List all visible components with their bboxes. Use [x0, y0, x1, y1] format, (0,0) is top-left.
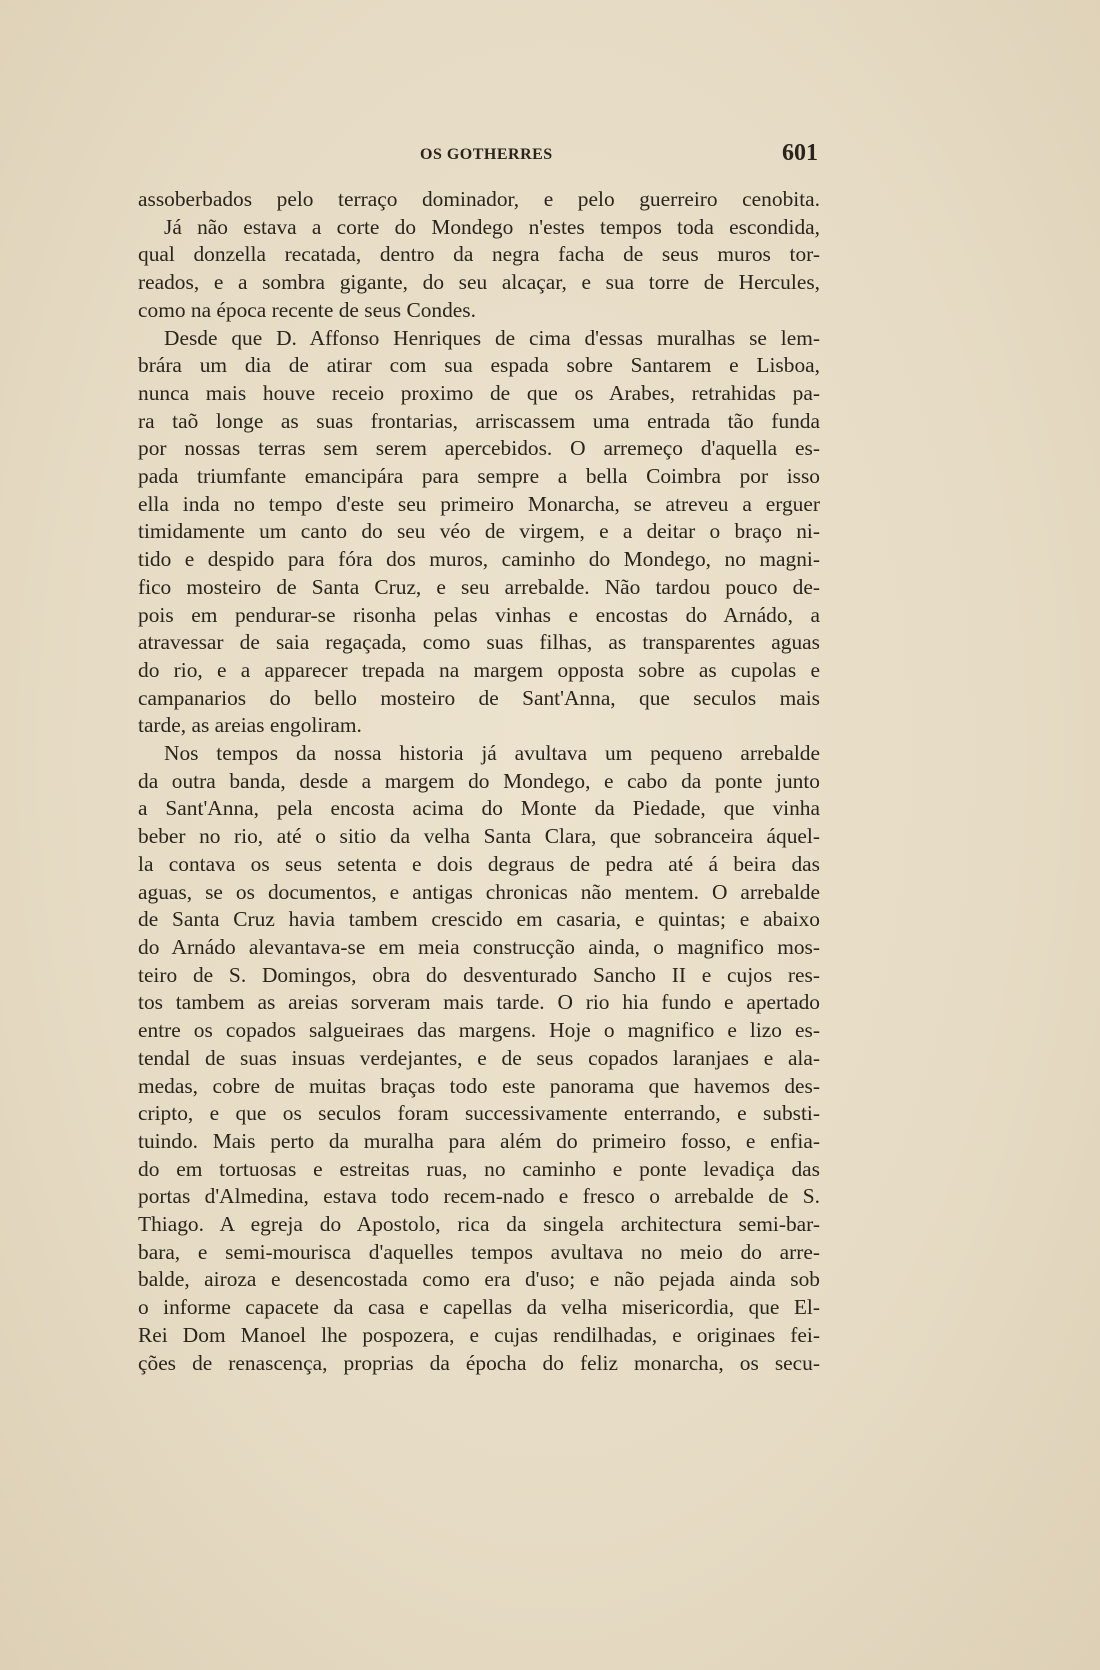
text-line: tos tambem as areias sorveram mais tarde. O rio hia fundo e apertado: [138, 990, 820, 1015]
text-line: tido e despido para fóra dos muros, caminho do Mondego, no magni-: [138, 547, 820, 572]
text-line: como na época recente de seus Condes.: [138, 297, 476, 322]
text-line: tuindo. Mais perto da muralha para além do primeiro fosso, e enfia-: [138, 1128, 820, 1153]
text-line: Nos tempos da nossa historia já avultava um pequeno arrebalde: [164, 741, 820, 766]
text-line: pada triumfante emancipára para sempre a bella Coimbra por isso: [138, 464, 820, 489]
text-line: tarde, as areias engoliram.: [138, 713, 362, 738]
text-line: campanarios do bello mosteiro de Sant'Anna, que seculos mais: [138, 685, 820, 710]
text-line: timidamente um canto do seu véo de virgem, e a deitar o braço ni-: [138, 519, 820, 544]
text-line: tendal de suas insuas verdejantes, e de seus copados laranjaes e ala-: [138, 1045, 820, 1070]
text-line: assoberbados pelo terraço dominador, e pelo guerreiro cenobita.: [138, 187, 820, 211]
text-line: fico mosteiro de Santa Cruz, e seu arrebalde. Não tardou pouco de-: [138, 574, 820, 599]
text-line: entre os copados salgueiraes das margens. Hoje o magnifico e lizo es-: [138, 1018, 820, 1043]
text-line: portas d'Almedina, estava todo recem-nado e fresco o arrebalde de S.: [138, 1184, 820, 1209]
text-line: beber no rio, até o sitio da velha Santa Clara, que sobranceira áquel-: [138, 824, 820, 849]
text-line: ella inda no tempo d'este seu primeiro Monarcha, se atreveu a erguer: [138, 491, 820, 516]
text-line: Thiago. A egreja do Apostolo, rica da singela architectura semi-bar-: [138, 1212, 820, 1237]
text-line: do rio, e a apparecer trepada na margem opposta sobre as cupolas e: [138, 657, 820, 682]
text-line: cripto, e que os seculos foram successivamente enterrando, e substi-: [138, 1101, 820, 1126]
text-line: medas, cobre de muitas braças todo este panorama que havemos des-: [138, 1073, 820, 1098]
text-line: aguas, se os documentos, e antigas chronicas não mentem. O arrebalde: [138, 879, 820, 904]
text-line: do Arnádo alevantava-se em meia construcção ainda, o magnifico mos-: [138, 934, 820, 959]
text-line: la contava os seus setenta e dois degraus de pedra até á beira das: [138, 851, 820, 876]
text-line: reados, e a sombra gigante, do seu alcaçar, e sua torre de Hercules,: [138, 270, 820, 295]
text-line: por nossas terras sem serem apercebidos. O arremeço d'aquella es-: [138, 436, 820, 461]
text-line: ções de renascença, proprias da épocha do feliz monarcha, os secu-: [138, 1350, 820, 1375]
text-line: Desde que D. Affonso Henriques de cima d'essas muralhas se lem-: [164, 325, 820, 350]
text-line: nunca mais houve receio proximo de que os Arabes, retrahidas pa-: [138, 380, 820, 405]
body-text: [138, 186, 820, 1377]
text-line: atravessar de saia regaçada, como suas filhas, as transparentes aguas: [138, 630, 820, 655]
text-line: a Sant'Anna, pela encosta acima do Monte da Piedade, que vinha: [138, 796, 820, 821]
page-header: [138, 140, 818, 170]
text-line: balde, airoza e desencostada como era d'uso; e não pejada ainda sob: [138, 1267, 820, 1292]
text-line: o informe capacete da casa e capellas da velha misericordia, que El-: [138, 1295, 820, 1320]
page-number: 601: [782, 140, 818, 166]
text-line: teiro de S. Domingos, obra do desventurado Sancho II e cujos res-: [138, 962, 820, 987]
text-line: bara, e semi-mourisca d'aquelles tempos avultava no meio do arre-: [138, 1239, 820, 1264]
running-head: OS GOTHERRES: [420, 146, 553, 163]
text-line: da outra banda, desde a margem do Mondego, e cabo da ponte junto: [138, 768, 820, 793]
text-line: ra taõ longe as suas frontarias, arriscassem uma entrada tão funda: [138, 408, 820, 433]
text-line: Já não estava a corte do Mondego n'estes tempos toda escondida,: [164, 214, 820, 239]
text-line: pois em pendurar-se risonha pelas vinhas e encostas do Arnádo, a: [138, 602, 820, 627]
text-line: brára um dia de atirar com sua espada sobre Santarem e Lisboa,: [138, 353, 820, 378]
text-line: Rei Dom Manoel lhe pospozera, e cujas rendilhadas, e originaes fei-: [138, 1322, 820, 1347]
text-line: do em tortuosas e estreitas ruas, no caminho e ponte levadiça das: [138, 1156, 820, 1181]
text-line: de Santa Cruz havia tambem crescido em casaria, e quintas; e abaixo: [138, 907, 820, 932]
text-line: qual donzella recatada, dentro da negra facha de seus muros tor-: [138, 242, 820, 267]
